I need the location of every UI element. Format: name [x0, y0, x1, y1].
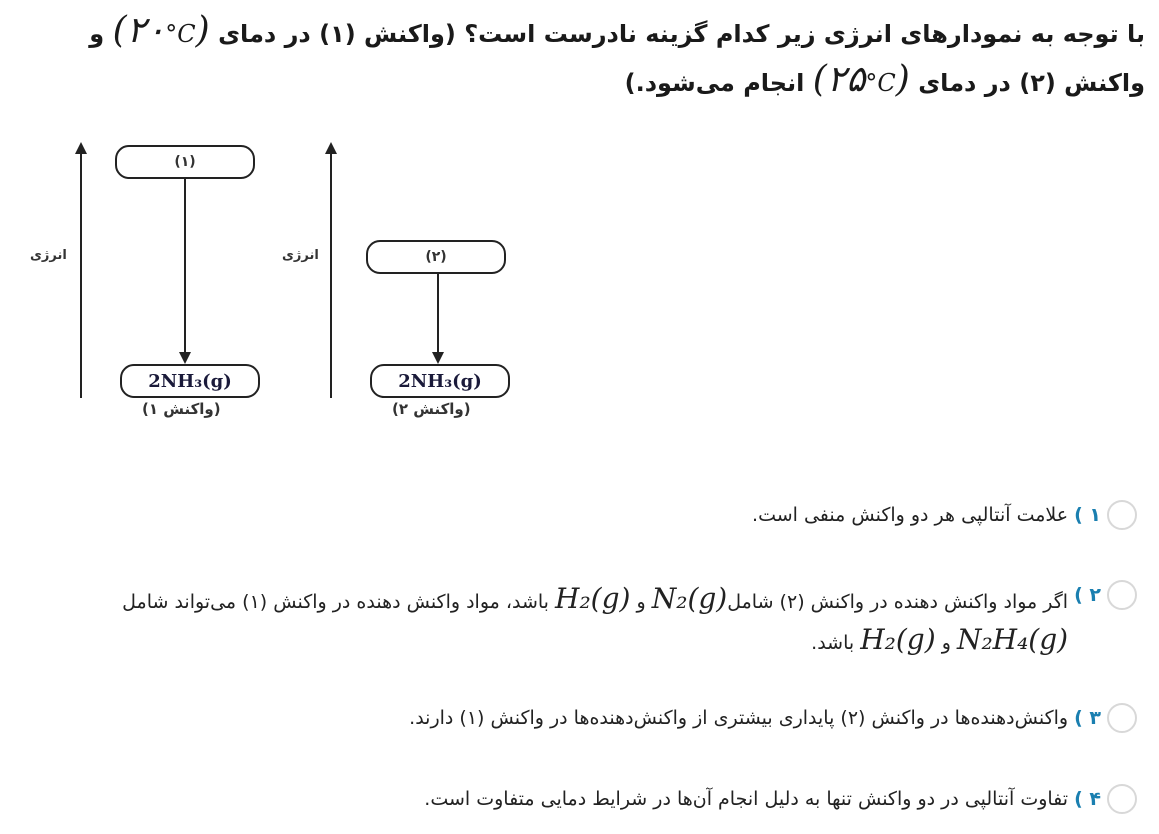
temperature-1: (۲۰°C): [112, 10, 210, 51]
temperature-2: (۲۵°C): [812, 59, 910, 100]
arrow-line-2: [437, 274, 439, 354]
radio-button-3[interactable]: [1107, 703, 1137, 733]
option-text-4: تفاوت آنتالپی در دو واکنش تنها به دلیل انجام آن‌ها در شرایط دمایی متفاوت است.: [424, 788, 1069, 810]
reactant-box-2: (۲): [366, 240, 506, 274]
energy-diagram: [20, 130, 540, 430]
option-1[interactable]: [752, 500, 1137, 530]
option-4[interactable]: [424, 784, 1137, 814]
product-box-2: 2NH₃(g): [370, 364, 510, 398]
option-number-1: ۱ ): [1074, 504, 1101, 526]
energy-axis-label-2: انرژی: [282, 248, 319, 263]
reactant-box-1: (۱): [115, 145, 255, 179]
energy-axis-label-1: انرژی: [30, 248, 67, 263]
option-text-2: اگر مواد واکنش دهنده در واکنش (۲) شاملN₂(g) و H₂(g) باشد، مواد واکنش دهنده در واکنش (۱) می‌تواند شامل N₂H₄(g) و H₂(g) باشد.: [122, 582, 1069, 656]
option-3[interactable]: [409, 703, 1137, 733]
radio-button-2[interactable]: [1107, 580, 1137, 610]
reaction-caption-1: (واکنش ۱): [142, 400, 221, 418]
arrow-line-1: [184, 179, 186, 354]
option-text-1: علامت آنتالپی هر دو واکنش منفی است.: [752, 504, 1069, 526]
reaction-caption-2: (واکنش ۲): [392, 400, 471, 418]
energy-axis-1: [80, 152, 82, 398]
down-arrow-icon: [432, 352, 444, 364]
option-number-3: ۳ ): [1074, 707, 1101, 729]
question-part3: انجام می‌شود.): [624, 69, 805, 97]
option-text-3: واکنش‌دهنده‌ها در واکنش (۲) پایداری بیشتری از واکنش‌دهنده‌ها در واکنش (۱) دارند.: [409, 707, 1069, 729]
question-part1: با توجه به نمودارهای انرژی زیر کدام گزینه نادرست است؟ (واکنش (۱) در دمای: [218, 20, 1145, 48]
option-2[interactable]: [60, 580, 1137, 662]
option-number-4: ۴ ): [1074, 788, 1101, 810]
product-box-1: 2NH₃(g): [120, 364, 260, 398]
option-number-2: ۲ ): [1074, 584, 1101, 606]
question-text: [10, 8, 1145, 106]
radio-button-4[interactable]: [1107, 784, 1137, 814]
radio-button-1[interactable]: [1107, 500, 1137, 530]
energy-axis-2: [330, 152, 332, 398]
down-arrow-icon: [179, 352, 191, 364]
question-part2: و واکنش (۲) در دمای: [89, 20, 1145, 97]
